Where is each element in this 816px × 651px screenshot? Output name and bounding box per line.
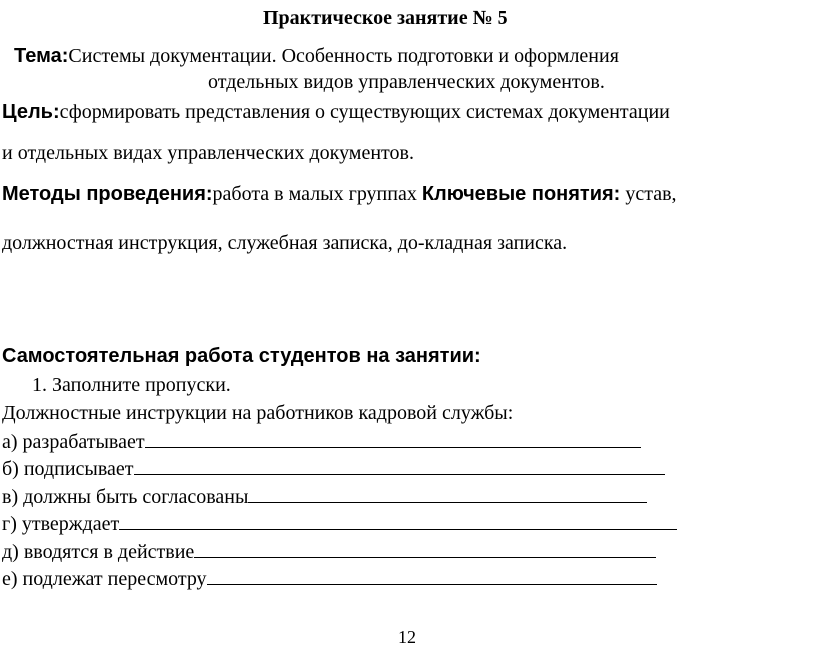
key-concepts-label: Ключевые понятия: bbox=[421, 183, 621, 205]
methods-label: Методы проведения: bbox=[2, 183, 213, 205]
goal-line-2: и отдельных видах управленческих документов. bbox=[2, 142, 414, 164]
fill-item-label: б) подписывает bbox=[2, 458, 134, 480]
fill-item-label: е) подлежат пересмотру bbox=[2, 568, 207, 590]
fill-item-label: а) разрабатывает bbox=[2, 431, 145, 453]
methods-line-1 bbox=[2, 182, 677, 206]
fill-item-a bbox=[2, 429, 641, 454]
fill-item-e bbox=[2, 539, 656, 564]
fill-blank[interactable] bbox=[145, 429, 641, 448]
fill-item-d bbox=[2, 511, 677, 536]
section-heading: Самостоятельная работа студентов на занятии: bbox=[2, 345, 481, 367]
task-item-1: 1. Заполните пропуски. bbox=[32, 374, 231, 396]
fill-blank[interactable] bbox=[134, 456, 665, 475]
methods-text: работа в малых группах bbox=[212, 183, 422, 205]
fill-blank[interactable] bbox=[248, 484, 647, 503]
methods-line-2: должностная инструкция, служебная записка, до-кладная записка. bbox=[2, 232, 568, 254]
task-intro: Должностные инструкции на работников кадровой службы: bbox=[2, 402, 514, 424]
topic-text: Системы документации. Особенность подготовки и оформления bbox=[68, 45, 619, 67]
page-number: 12 bbox=[398, 627, 416, 647]
fill-blank[interactable] bbox=[207, 566, 657, 585]
topic-line-2: отдельных видов управленческих документов. bbox=[208, 71, 605, 93]
topic-label: Тема: bbox=[14, 45, 69, 67]
topic-line-1 bbox=[14, 44, 619, 68]
fill-blank[interactable] bbox=[194, 539, 656, 558]
page-title: Практическое занятие № 5 bbox=[263, 7, 508, 29]
key-concepts-text: устав, bbox=[620, 183, 677, 205]
goal-line-1 bbox=[2, 100, 670, 124]
goal-label: Цель: bbox=[2, 101, 60, 123]
fill-item-label: в) должны быть согласованы bbox=[2, 486, 249, 508]
fill-item-b bbox=[2, 456, 665, 481]
fill-blank[interactable] bbox=[119, 511, 677, 530]
goal-text: сформировать представления о существующих системах документации bbox=[59, 101, 670, 123]
fill-item-label: д) вводятся в действие bbox=[2, 541, 195, 563]
fill-item-c bbox=[2, 484, 647, 509]
fill-item-label: г) утверждает bbox=[2, 513, 120, 535]
fill-item-f bbox=[2, 566, 657, 591]
